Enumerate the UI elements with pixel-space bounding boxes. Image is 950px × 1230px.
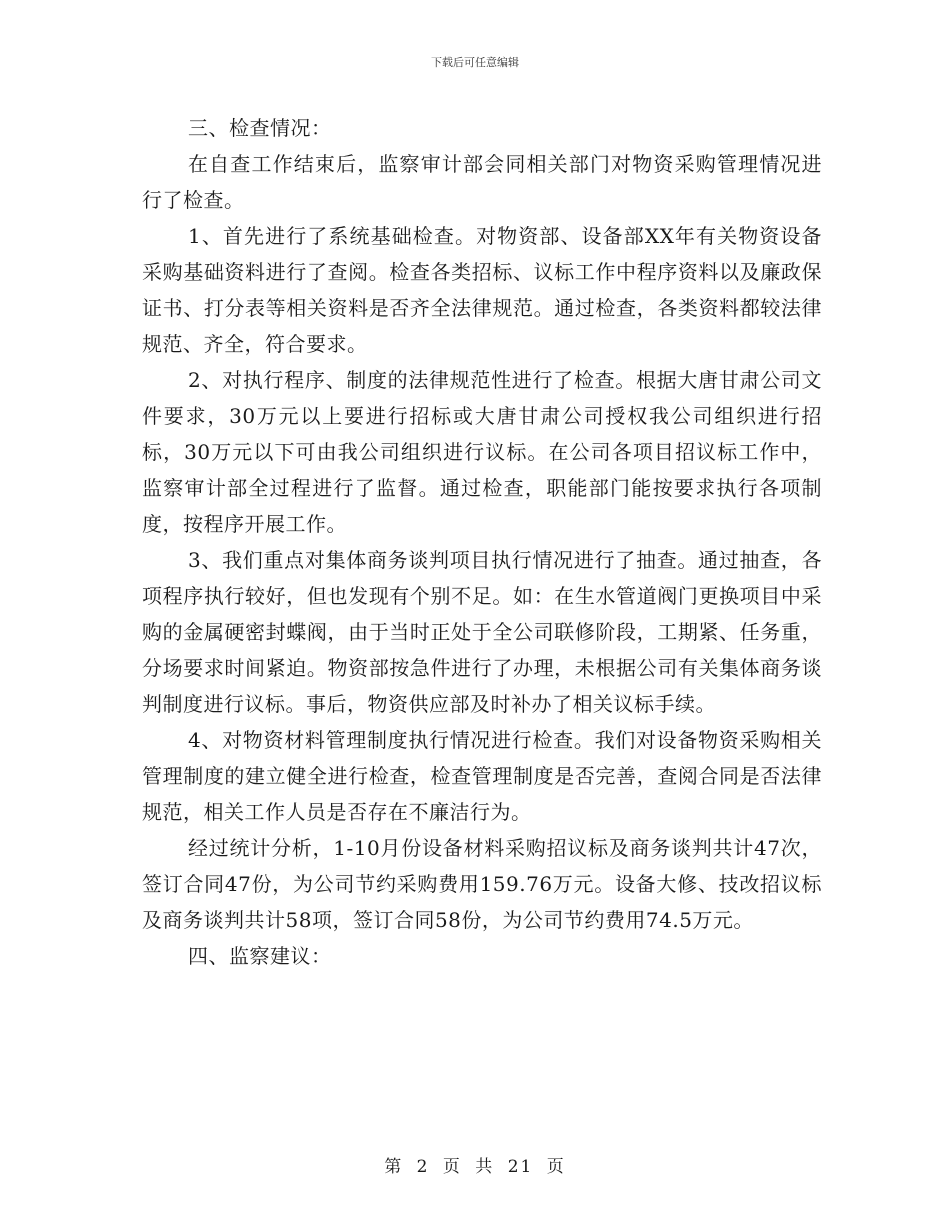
paragraph-item-4: 4、对物资材料管理制度执行情况进行检查。我们对设备物资采购相关管理制度的建立健全进行检查，检查管理制度是否完善，查阅合同是否法律规范，相关工作人员是否存在不廉洁行为。: [142, 728, 822, 824]
page-header-note: 下载后可任意编辑: [431, 56, 519, 69]
document-body: [142, 110, 822, 974]
section-heading-inspection: 三、检查情况：: [188, 116, 332, 140]
paragraph-intro: 在自查工作结束后，监察审计部会同相关部门对物资采购管理情况进行了检查。: [142, 152, 822, 212]
paragraph-item-2: 2、对执行程序、制度的法律规范性进行了检查。根据大唐甘肃公司文件要求，30万元以上要进行招标或大唐甘肃公司授权我公司组织进行招标，30万元以下可由我公司组织进行议标。在公司各项目招议标工作中，监察审计部全过程进行了监督。通过检查，职能部门能按要求执行各项制度，按程序开展工作。: [142, 368, 822, 536]
section-heading-suggestions: 四、监察建议：: [188, 944, 332, 968]
footer-page-number: 2: [416, 1157, 430, 1177]
paragraph-item-3: 3、我们重点对集体商务谈判项目执行情况进行了抽查。通过抽查，各项程序执行较好，但也发现有个别不足。如：在生水管道阀门更换项目中采购的金属硬密封蝶阀，由于当时正处于全公司联修阶段，工期紧、任务重，分场要求时间紧迫。物资部按急件进行了办理，未根据公司有关集体商务谈判制度进行议标。事后，物资供应部及时补办了相关议标手续。: [142, 548, 822, 716]
paragraph-item-1: 1、首先进行了系统基础检查。对物资部、设备部XX年有关物资设备采购基础资料进行了查阅。检查各类招标、议标工作中程序资料以及廉政保证书、打分表等相关资料是否齐全法律规范。通过检查，各类资料都较法律规范、齐全，符合要求。: [142, 224, 822, 356]
page-footer: [0, 1152, 950, 1177]
footer-total-prefix: 共: [475, 1157, 495, 1177]
footer-prefix: 第: [384, 1157, 404, 1177]
footer-suffix: 页: [546, 1157, 566, 1177]
paragraph-statistics: 经过统计分析，1-10月份设备材料采购招议标及商务谈判共计47次，签订合同47份，为公司节约采购费用159.76万元。设备大修、技改招议标及商务谈判共计58项，签订合同58份，为公司节约费用74.5万元。: [142, 836, 822, 932]
footer-total-pages: 21: [507, 1157, 534, 1177]
footer-page-label: 页: [442, 1157, 462, 1177]
